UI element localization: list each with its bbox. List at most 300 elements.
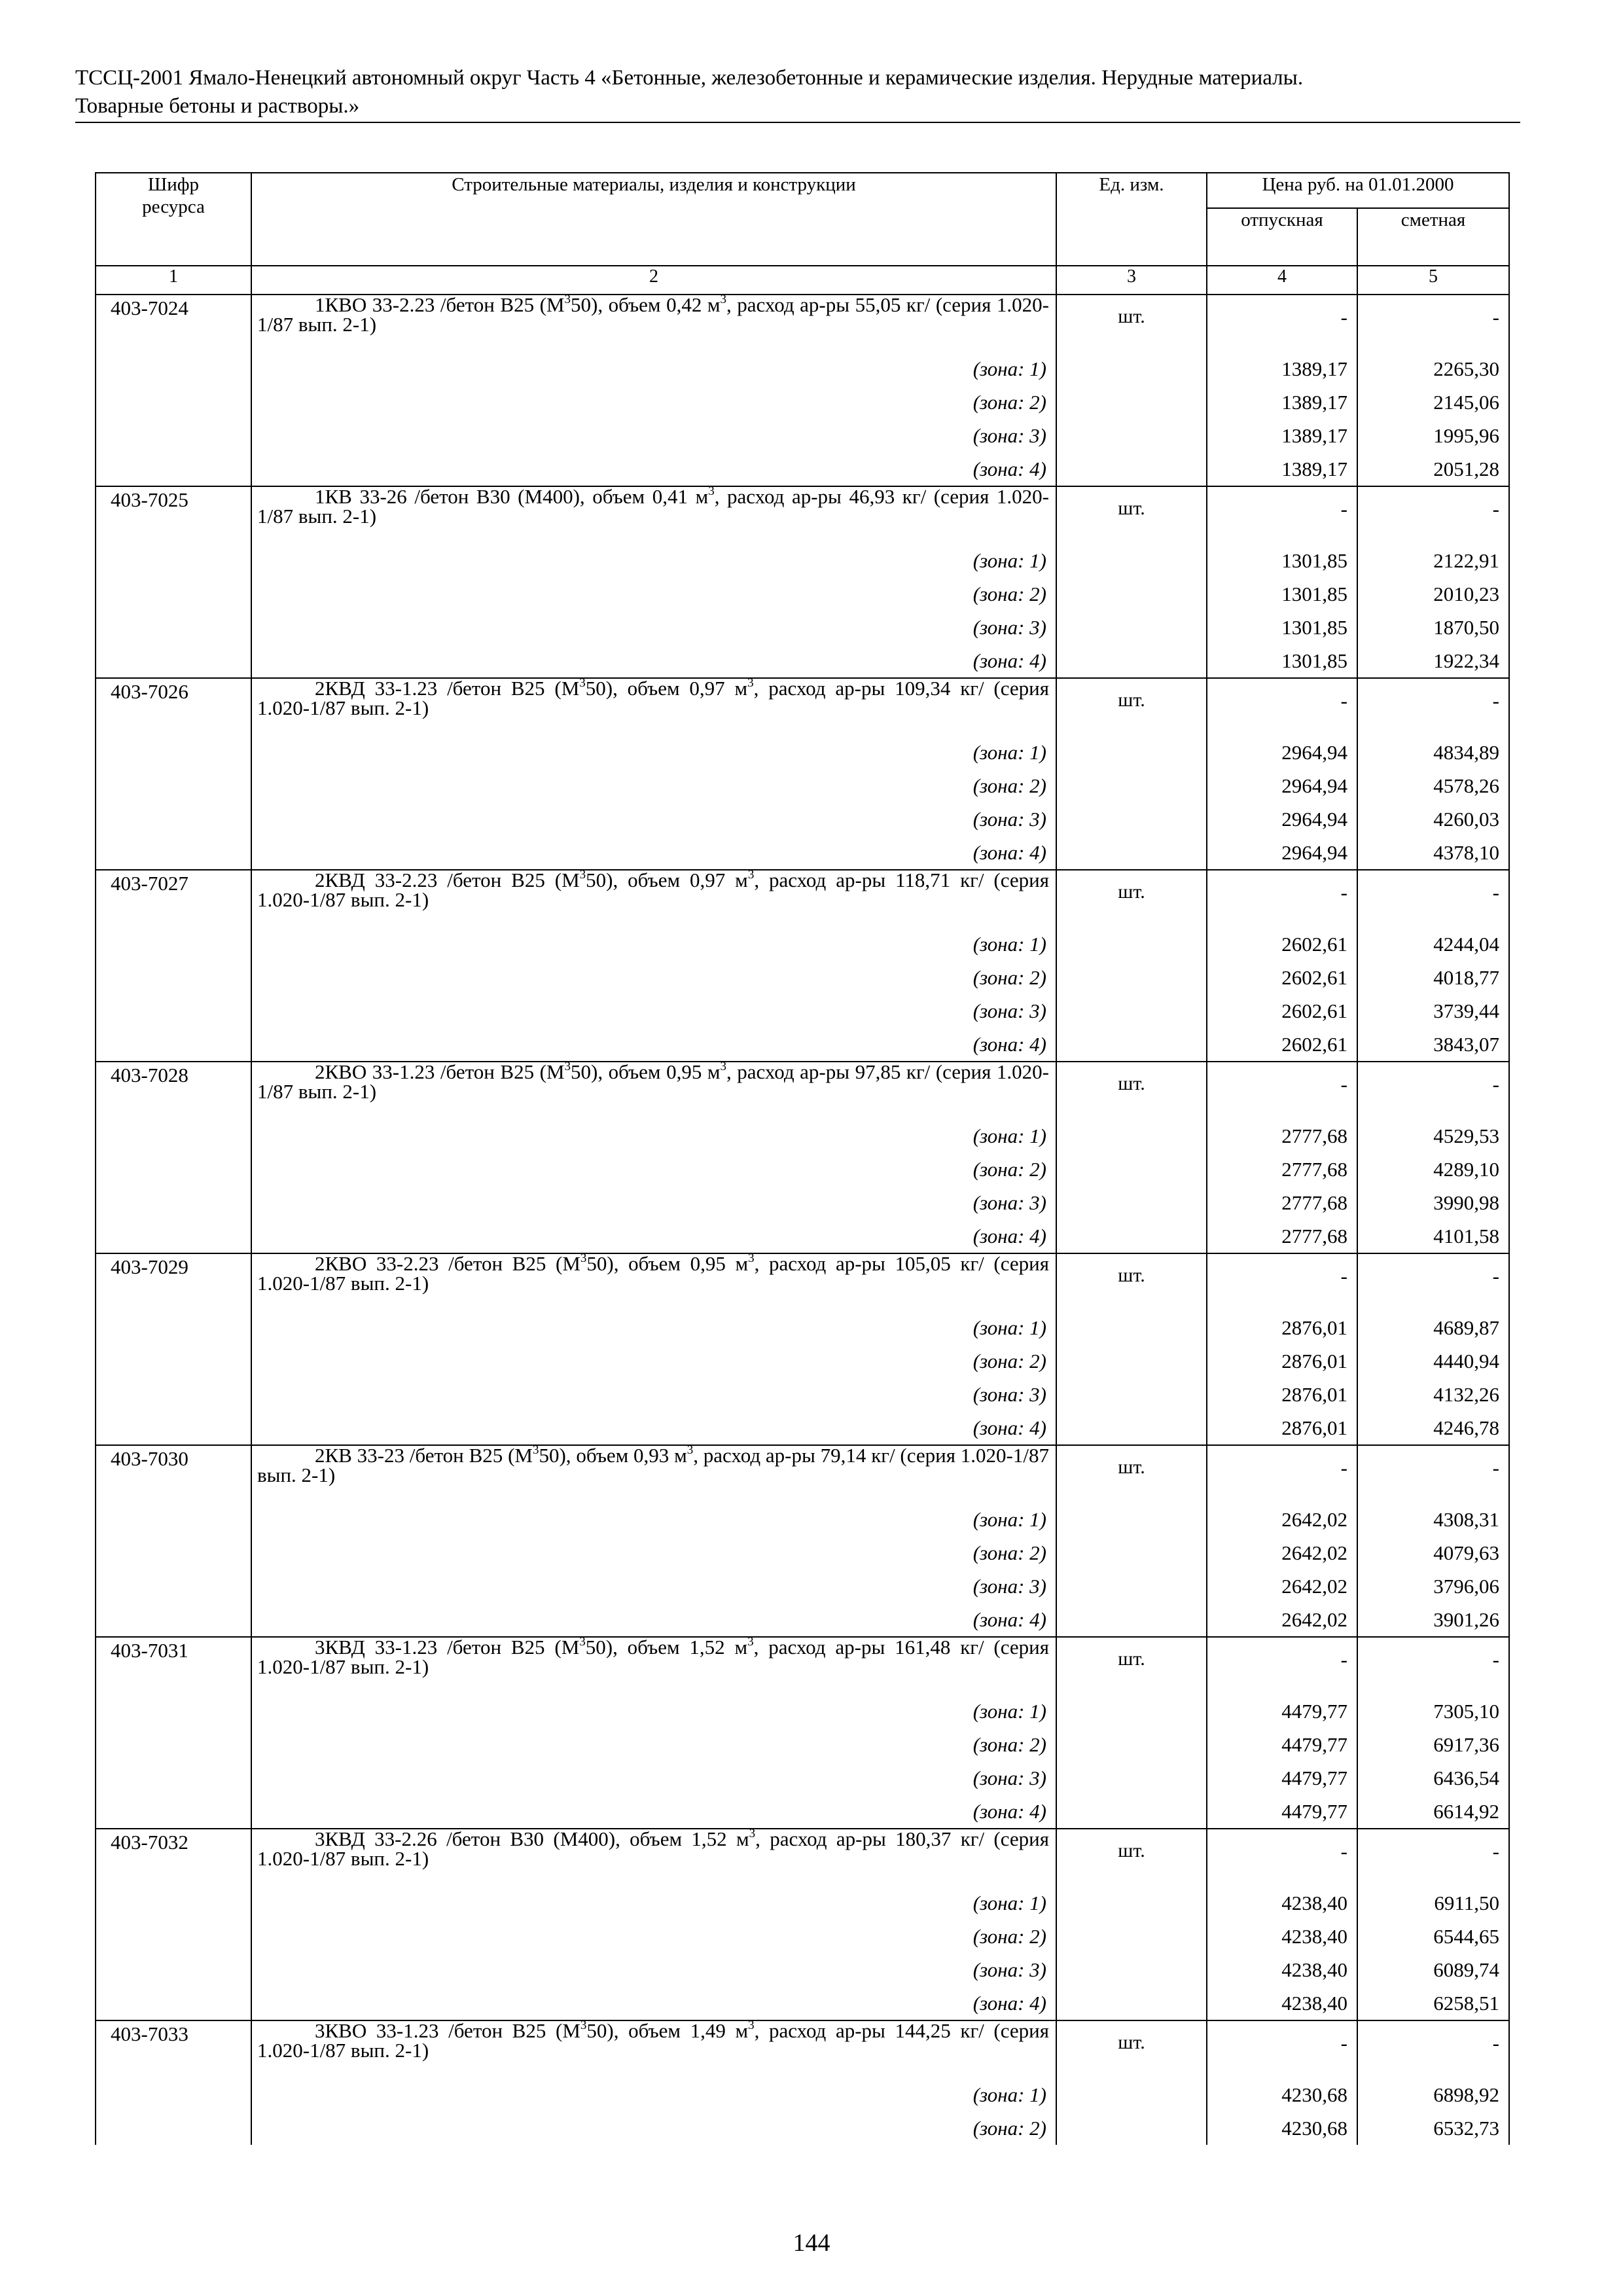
zone-label: (зона: 4) [251,1028,1056,1062]
zone-estimate-price: 6436,54 [1357,1761,1509,1795]
zone-row [96,1344,1509,1378]
unit-cell: шт. [1056,1253,1207,1311]
zone-release-price: 2876,01 [1207,1378,1357,1411]
empty-cell [1056,961,1207,994]
zone-label: (зона: 2) [251,1153,1056,1186]
zone-estimate-price: 3796,06 [1357,1570,1509,1603]
zone-release-price: 2602,61 [1207,927,1357,961]
estimate-price: - [1357,2020,1509,2078]
header-line-1: ТССЦ-2001 Ямало-Ненецкий автономный округ Часть 4 «Бетонные, железобетонные и керамические изделия. Нерудные материалы. [75,66,1304,90]
zone-row [96,1536,1509,1570]
estimate-price: - [1357,678,1509,736]
zone-release-price: 2642,02 [1207,1536,1357,1570]
zone-label: (зона: 1) [251,1886,1056,1920]
empty-cell [96,1344,251,1378]
empty-cell [96,1695,251,1728]
empty-cell [1056,836,1207,870]
zone-label: (зона: 4) [251,452,1056,486]
zone-row [96,1119,1509,1153]
zone-label: (зона: 1) [251,1119,1056,1153]
zone-release-price: 4238,40 [1207,1920,1357,1953]
col-number: 2 [251,266,1056,295]
zone-release-price: 4230,68 [1207,2078,1357,2111]
item-description: 2КВД 33-2.23 /бетон В25 $(М^350)$, объем 0,97 $м^3$, расход ар-ры 118,71 кг/ (серия 1.020-1/87 вып. 2-1) [251,870,1056,927]
zone-row [96,1795,1509,1829]
empty-cell [96,1028,251,1062]
zone-label: (зона: 1) [251,1503,1056,1536]
zone-label: (зона: 2) [251,1920,1056,1953]
empty-cell [96,736,251,769]
zone-release-price: 2602,61 [1207,961,1357,994]
release-price: - [1207,1253,1357,1311]
empty-cell [1056,1378,1207,1411]
zone-estimate-price: 3739,44 [1357,994,1509,1028]
item-description: 2КВ 33-23 /бетон В25 $(М^350)$, объем 0,93 $м^3$, расход ар-ры 79,14 кг/ (серия 1.020-1/87 вып. 2-1) [251,1445,1056,1503]
zone-row [96,1219,1509,1253]
table-row [96,2020,1509,2078]
zone-label: (зона: 2) [251,769,1056,802]
release-price: - [1207,870,1357,927]
zone-label: (зона: 2) [251,577,1056,611]
unit-cell: шт. [1056,486,1207,544]
release-price: - [1207,1637,1357,1695]
zone-estimate-price: 4308,31 [1357,1503,1509,1536]
col-header-name: Строительные материалы, изделия и конструкции [251,173,1056,266]
zone-estimate-price: 4834,89 [1357,736,1509,769]
empty-cell [1056,1761,1207,1795]
table-row [96,1829,1509,1886]
zone-estimate-price: 4529,53 [1357,1119,1509,1153]
zone-estimate-price: 2145,06 [1357,386,1509,419]
zone-row [96,1028,1509,1062]
col-header-release: отпускная [1207,208,1357,266]
page-header [75,64,1520,123]
zone-row [96,1570,1509,1603]
header-line-2: Товарные бетоны и растворы.» [75,94,360,118]
zone-estimate-price: 6911,50 [1357,1886,1509,1920]
page-number: 144 [793,2229,830,2257]
zone-row [96,1695,1509,1728]
zone-estimate-price: 3843,07 [1357,1028,1509,1062]
zone-estimate-price: 6544,65 [1357,1920,1509,1953]
zone-label: (зона: 4) [251,1603,1056,1637]
zone-label: (зона: 3) [251,1378,1056,1411]
release-price: - [1207,486,1357,544]
empty-cell [96,1119,251,1153]
empty-cell [1056,769,1207,802]
item-description: 3КВД 33-1.23 /бетон В25 $(М^350)$, объем 1,52 $м^3$, расход ар-ры 161,48 кг/ (серия 1.020-1/87 вып. 2-1) [251,1637,1056,1695]
zone-label: (зона: 3) [251,1953,1056,1986]
zone-estimate-price: 1870,50 [1357,611,1509,644]
zone-row [96,577,1509,611]
zone-row [96,1603,1509,1637]
table-row [96,1062,1509,1119]
zone-estimate-price: 2051,28 [1357,452,1509,486]
zone-estimate-price: 3901,26 [1357,1603,1509,1637]
item-description: 2КВО 33-1.23 /бетон В25 $(М^350)$, объем 0,95 $м^3$, расход ар-ры 97,85 кг/ (серия 1.020-1/87 вып. 2-1) [251,1062,1056,1119]
empty-cell [96,419,251,452]
table-body [96,292,1509,2145]
col-header-estimate: сметная [1357,208,1509,266]
empty-cell [1056,1028,1207,1062]
zone-estimate-price: 3990,98 [1357,1186,1509,1219]
col-number: 1 [96,266,251,295]
empty-cell [1056,1986,1207,2020]
zone-label: (зона: 1) [251,352,1056,386]
empty-cell [96,1920,251,1953]
empty-cell [1056,1920,1207,1953]
zone-label: (зона: 1) [251,736,1056,769]
table-row [96,678,1509,736]
empty-cell [1056,1536,1207,1570]
unit-cell: шт. [1056,870,1207,927]
table-row [96,486,1509,544]
zone-release-price: 2602,61 [1207,1028,1357,1062]
resource-code: 403-7031 [96,1637,251,1695]
zone-label: (зона: 4) [251,1986,1056,2020]
zone-label: (зона: 2) [251,1536,1056,1570]
zone-label: (зона: 4) [251,1219,1056,1253]
empty-cell [1056,352,1207,386]
empty-cell [1056,577,1207,611]
empty-cell [1056,611,1207,644]
empty-cell [1056,994,1207,1028]
empty-cell [96,1311,251,1344]
zone-label: (зона: 3) [251,1186,1056,1219]
col-number: 3 [1056,266,1207,295]
zone-row [96,1953,1509,1986]
zone-release-price: 2642,02 [1207,1570,1357,1603]
zone-row [96,1761,1509,1795]
empty-cell [1056,2111,1207,2145]
empty-cell [1056,1953,1207,1986]
zone-row [96,1153,1509,1186]
zone-row [96,611,1509,644]
zone-label: (зона: 1) [251,544,1056,577]
empty-cell [96,1186,251,1219]
estimate-price: - [1357,1445,1509,1503]
zone-release-price: 4479,77 [1207,1728,1357,1761]
zone-row [96,419,1509,452]
price-table [95,172,1510,2145]
zone-release-price: 1389,17 [1207,419,1357,452]
table-row [96,870,1509,927]
estimate-price: - [1357,1253,1509,1311]
release-price: - [1207,1445,1357,1503]
empty-cell [1056,1570,1207,1603]
zone-release-price: 2876,01 [1207,1311,1357,1344]
zone-release-price: 2777,68 [1207,1186,1357,1219]
empty-cell [96,1536,251,1570]
zone-estimate-price: 1995,96 [1357,419,1509,452]
empty-cell [1056,452,1207,486]
zone-label: (зона: 2) [251,1728,1056,1761]
zone-release-price: 4479,77 [1207,1795,1357,1829]
zone-row [96,352,1509,386]
empty-cell [96,927,251,961]
resource-code: 403-7030 [96,1445,251,1503]
empty-cell [96,2111,251,2145]
empty-cell [1056,1728,1207,1761]
zone-release-price: 2602,61 [1207,994,1357,1028]
zone-label: (зона: 3) [251,419,1056,452]
zone-estimate-price: 4578,26 [1357,769,1509,802]
zone-label: (зона: 3) [251,1761,1056,1795]
zone-estimate-price: 7305,10 [1357,1695,1509,1728]
empty-cell [96,1603,251,1637]
empty-cell [96,1728,251,1761]
zone-row [96,1920,1509,1953]
zone-estimate-price: 6898,92 [1357,2078,1509,2111]
col-number: 5 [1357,266,1509,295]
item-description: 3КВО 33-1.23 /бетон В25 $(М^350)$, объем 1,49 $м^3$, расход ар-ры 144,25 кг/ (серия 1.020-1/87 вып. 2-1) [251,2020,1056,2078]
zone-release-price: 1389,17 [1207,452,1357,486]
empty-cell [1056,544,1207,577]
zone-label: (зона: 1) [251,927,1056,961]
empty-cell [1056,1219,1207,1253]
zone-estimate-price: 6258,51 [1357,1986,1509,2020]
table-row [96,1445,1509,1503]
empty-cell [96,994,251,1028]
empty-cell [96,1953,251,1986]
zone-row [96,802,1509,836]
col-header-unit: Ед. изм. [1056,173,1207,266]
zone-estimate-price: 4244,04 [1357,927,1509,961]
zone-release-price: 2964,94 [1207,736,1357,769]
unit-cell: шт. [1056,678,1207,736]
estimate-price: - [1357,1829,1509,1886]
release-price: - [1207,295,1357,352]
zone-label: (зона: 2) [251,386,1056,419]
zone-row [96,1378,1509,1411]
zone-row [96,452,1509,486]
zone-row [96,927,1509,961]
empty-cell [1056,1603,1207,1637]
zone-row [96,1503,1509,1536]
table-row [96,1637,1509,1695]
zone-release-price: 1301,85 [1207,544,1357,577]
zone-release-price: 2777,68 [1207,1153,1357,1186]
release-price: - [1207,1062,1357,1119]
zone-estimate-price: 2010,23 [1357,577,1509,611]
zone-release-price: 4238,40 [1207,1886,1357,1920]
zone-label: (зона: 1) [251,1695,1056,1728]
empty-cell [1056,1119,1207,1153]
zone-release-price: 2777,68 [1207,1119,1357,1153]
zone-row [96,644,1509,678]
item-description: 1КВ 33-26 /бетон В30 (М400), объем 0,41 $м^3$, расход ар-ры 46,93 кг/ (серия 1.020-1/87 вып. 2-1) [251,486,1056,544]
empty-cell [96,452,251,486]
zone-row [96,2078,1509,2111]
empty-cell [1056,927,1207,961]
zone-row [96,1728,1509,1761]
col-number: 4 [1207,266,1357,295]
estimate-price: - [1357,1637,1509,1695]
unit-cell: шт. [1056,2020,1207,2078]
empty-cell [1056,1311,1207,1344]
zone-row [96,736,1509,769]
zone-estimate-price: 2122,91 [1357,544,1509,577]
empty-cell [1056,1153,1207,1186]
zone-release-price: 2777,68 [1207,1219,1357,1253]
empty-cell [96,386,251,419]
empty-cell [96,1570,251,1603]
zone-label: (зона: 4) [251,836,1056,870]
resource-code: 403-7024 [96,295,251,352]
table-row [96,1253,1509,1311]
zone-row [96,1886,1509,1920]
zone-row [96,386,1509,419]
empty-cell [1056,1886,1207,1920]
col-header-price-group: Цена руб. на 01.01.2000 [1207,173,1509,208]
zone-row [96,1986,1509,2020]
zone-estimate-price: 4101,58 [1357,1219,1509,1253]
zone-row [96,2111,1509,2145]
item-description: 2КВО 33-2.23 /бетон В25 $(М^350)$, объем 0,95 $м^3$, расход ар-ры 105,05 кг/ (серия 1.020-1/87 вып. 2-1) [251,1253,1056,1311]
empty-cell [96,352,251,386]
empty-cell [96,1503,251,1536]
unit-cell: шт. [1056,1062,1207,1119]
zone-estimate-price: 4018,77 [1357,961,1509,994]
table-row [96,295,1509,352]
zone-row [96,994,1509,1028]
empty-cell [96,836,251,870]
empty-cell [1056,1344,1207,1378]
zone-release-price: 1301,85 [1207,611,1357,644]
zone-label: (зона: 4) [251,1411,1056,1445]
zone-release-price: 4479,77 [1207,1761,1357,1795]
item-description: 2КВД 33-1.23 /бетон В25 $(М^350)$, объем 0,97 $м^3$, расход ар-ры 109,34 кг/ (серия 1.020-1/87 вып. 2-1) [251,678,1056,736]
empty-cell [1056,1695,1207,1728]
zone-label: (зона: 1) [251,1311,1056,1344]
resource-code: 403-7026 [96,678,251,736]
zone-estimate-price: 4260,03 [1357,802,1509,836]
resource-code: 403-7029 [96,1253,251,1311]
empty-cell [96,1795,251,1829]
zone-estimate-price: 4689,87 [1357,1311,1509,1344]
zone-estimate-price: 4440,94 [1357,1344,1509,1378]
resource-code: 403-7027 [96,870,251,927]
zone-release-price: 1301,85 [1207,577,1357,611]
empty-cell [96,1378,251,1411]
estimate-price: - [1357,486,1509,544]
zone-release-price: 2642,02 [1207,1503,1357,1536]
estimate-price: - [1357,295,1509,352]
resource-code: 403-7032 [96,1829,251,1886]
zone-release-price: 4238,40 [1207,1953,1357,1986]
empty-cell [96,544,251,577]
empty-cell [96,644,251,678]
zone-release-price: 2876,01 [1207,1344,1357,1378]
empty-cell [1056,644,1207,678]
zone-estimate-price: 4378,10 [1357,836,1509,870]
zone-release-price: 4230,68 [1207,2111,1357,2145]
zone-row [96,1411,1509,1445]
empty-cell [1056,419,1207,452]
resource-code: 403-7025 [96,486,251,544]
zone-label: (зона: 2) [251,2111,1056,2145]
empty-cell [1056,736,1207,769]
empty-cell [96,1761,251,1795]
zone-estimate-price: 4079,63 [1357,1536,1509,1570]
empty-cell [96,1153,251,1186]
zone-estimate-price: 2265,30 [1357,352,1509,386]
zone-release-price: 2642,02 [1207,1603,1357,1637]
empty-cell [96,1219,251,1253]
release-price: - [1207,678,1357,736]
empty-cell [1056,1795,1207,1829]
resource-code: 403-7028 [96,1062,251,1119]
col-header-code: Шифр ресурса [96,173,251,266]
zone-label: (зона: 2) [251,1344,1056,1378]
zone-row [96,769,1509,802]
zone-release-price: 4238,40 [1207,1986,1357,2020]
estimate-price: - [1357,870,1509,927]
empty-cell [96,802,251,836]
zone-release-price: 2964,94 [1207,802,1357,836]
unit-cell: шт. [1056,1445,1207,1503]
zone-estimate-price: 6089,74 [1357,1953,1509,1986]
zone-row [96,961,1509,994]
empty-cell [1056,802,1207,836]
item-description: 1КВО 33-2.23 /бетон В25 $(М^350)$, объем 0,42 $м^3$, расход ар-ры 55,05 кг/ (серия 1.020-1/87 вып. 2-1) [251,295,1056,352]
zone-release-price: 1389,17 [1207,386,1357,419]
zone-estimate-price: 4289,10 [1357,1153,1509,1186]
empty-cell [1056,386,1207,419]
zone-release-price: 4479,77 [1207,1695,1357,1728]
empty-cell [96,1411,251,1445]
empty-cell [1056,2078,1207,2111]
empty-cell [96,769,251,802]
release-price: - [1207,2020,1357,2078]
resource-code: 403-7033 [96,2020,251,2078]
zone-row [96,544,1509,577]
zone-release-price: 1389,17 [1207,352,1357,386]
zone-estimate-price: 6532,73 [1357,2111,1509,2145]
zone-row [96,1311,1509,1344]
unit-cell: шт. [1056,295,1207,352]
zone-release-price: 2876,01 [1207,1411,1357,1445]
estimate-price: - [1357,1062,1509,1119]
empty-cell [96,2078,251,2111]
empty-cell [96,961,251,994]
item-description: 3КВД 33-2.26 /бетон В30 (М400), объем 1,52 $м^3$, расход ар-ры 180,37 кг/ (серия 1.020-1/87 вып. 2-1) [251,1829,1056,1886]
zone-row [96,1186,1509,1219]
zone-release-price: 1301,85 [1207,644,1357,678]
zone-release-price: 2964,94 [1207,836,1357,870]
zone-label: (зона: 3) [251,611,1056,644]
release-price: - [1207,1829,1357,1886]
zone-label: (зона: 3) [251,802,1056,836]
zone-estimate-price: 4246,78 [1357,1411,1509,1445]
empty-cell [1056,1186,1207,1219]
zone-label: (зона: 4) [251,644,1056,678]
zone-estimate-price: 1922,34 [1357,644,1509,678]
empty-cell [96,1886,251,1920]
empty-cell [96,1986,251,2020]
empty-cell [96,577,251,611]
zone-row [96,836,1509,870]
zone-label: (зона: 3) [251,994,1056,1028]
zone-label: (зона: 3) [251,1570,1056,1603]
zone-label: (зона: 4) [251,1795,1056,1829]
zone-release-price: 2964,94 [1207,769,1357,802]
zone-label: (зона: 1) [251,2078,1056,2111]
empty-cell [1056,1411,1207,1445]
unit-cell: шт. [1056,1637,1207,1695]
zone-label: (зона: 2) [251,961,1056,994]
zone-estimate-price: 6917,36 [1357,1728,1509,1761]
